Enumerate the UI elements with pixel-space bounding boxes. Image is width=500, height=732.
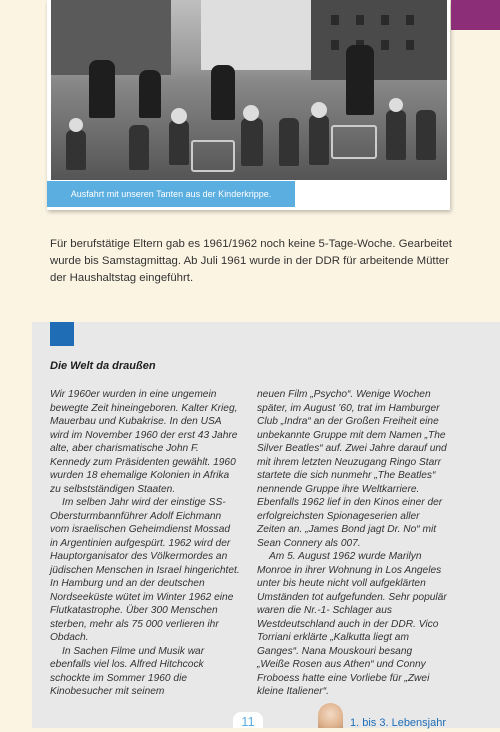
photo-frame [47, 0, 450, 210]
child-hood [389, 98, 403, 112]
intro-paragraph: Für berufstätige Eltern gab es 1961/1962 noch keine 5-Tage-Woche. Gearbeitet wurde bis Samstagmittag. Ab Juli 1961 wurde in der DDR für arbeitende Mütter der Haushaltstag eingeführt. [50, 238, 452, 284]
child-hood [243, 105, 259, 121]
page-number: 11 [233, 712, 263, 728]
child-hood [69, 118, 83, 132]
child-hood [311, 102, 327, 118]
child-figure [241, 118, 263, 166]
text-column-right [257, 388, 447, 699]
child-figure [416, 110, 436, 160]
child-figure [66, 130, 86, 170]
paragraph: In Sachen Filme und Musik war ebenfalls viel los. Alfred Hitchcock schockte im Sommer 1960 die Kinobesucher mit seinem [50, 645, 205, 697]
pram [191, 140, 235, 172]
paragraph: Am 5. August 1962 wurde Marilyn Monroe in ihrer Wohnung in Los Angeles unter bis heute nicht voll aufgeklärten Umständen tot aufgefunden. Sehr populär waren die Nr.-1- Schlager aus Westdeutschland auch in der DDR. Vico Torriani erklärte „Kalkutta liegt am Ganges“. Nana Mouskouri besang „Weiße Rosen aus Athen“ und Conny Froboess hatte eine Vorliebe für „Zwei kleine Italiener“. [257, 551, 447, 697]
adult-figure [346, 45, 374, 115]
window [381, 15, 389, 25]
adult-figure [139, 70, 161, 118]
photo-building-right [311, 0, 447, 80]
photo-street-scene [51, 0, 447, 180]
paragraph: neuen Film „Psycho“. Wenige Wochen später, im August ’60, trat im Hamburger Club „Indra“ an der Großen Freiheit eine unbekannte Gruppe mit dem Namen „The Silver Beatles“ auf. Zwei Jahre darauf und mit ihrem letzten Neuzugang Ringo Starr startete die sich nunmehr „The Beatles“ nennende Gruppe ihre Weltkarriere. Ebenfalls 1962 lief in den Kinos einer der erfolgreichsten Spionageserien aller Zeiten an. „James Bond jagt Dr. No“ mit Sean Connery als 007. [257, 389, 447, 549]
paragraph: Im selben Jahr wird der einstige SS-Obersturmbannführer Adolf Eichmann vom israelischen Geheimdienst Mossad in Argentinien aufgespürt. 1962 wird der Hauptorganisator des Völkermordes an jüdischen Menschen in Israel hingerichtet. In Hamburg und an der deutschen Nordseeküste wütet im Winter 1962 eine Flutkatastrophe. Über 300 Menschen sterben, mehr als 75 000 verlieren ihr Obdach. [50, 497, 240, 643]
child-figure [279, 118, 299, 166]
box-heading: Die Welt da draußen [50, 360, 156, 372]
photo-caption: Ausfahrt mit unseren Tanten aus der Kinderkrippe. [47, 181, 295, 207]
window [381, 40, 389, 50]
box-marker [50, 322, 74, 346]
window [406, 40, 414, 50]
adult-figure [211, 65, 235, 120]
baby-photo-icon [318, 703, 343, 728]
adult-figure [89, 60, 115, 118]
window [406, 15, 414, 25]
window [331, 15, 339, 25]
child-figure [309, 115, 329, 165]
window [356, 15, 364, 25]
child-figure [169, 120, 189, 165]
pram [331, 125, 377, 159]
purple-corner-tab [451, 0, 500, 30]
child-hood [171, 108, 187, 124]
child-figure [386, 110, 406, 160]
child-figure [129, 125, 149, 170]
text-column-left [50, 388, 240, 699]
chapter-label: 1. bis 3. Lebensjahr [350, 717, 447, 729]
paragraph: Wir 1960er wurden in eine ungemein bewegte Zeit hineingeboren. Kalter Krieg, Mauerbau und Kubakrise. In den USA wird im November 1960 der erst 43 Jahre alte, aber charismatische John F. Kennedy zum Präsidenten gewählt. 1960 wurden 18 ehemalige Kolonien in Afrika zu selbstständigen Staaten. [50, 389, 238, 495]
window [331, 40, 339, 50]
